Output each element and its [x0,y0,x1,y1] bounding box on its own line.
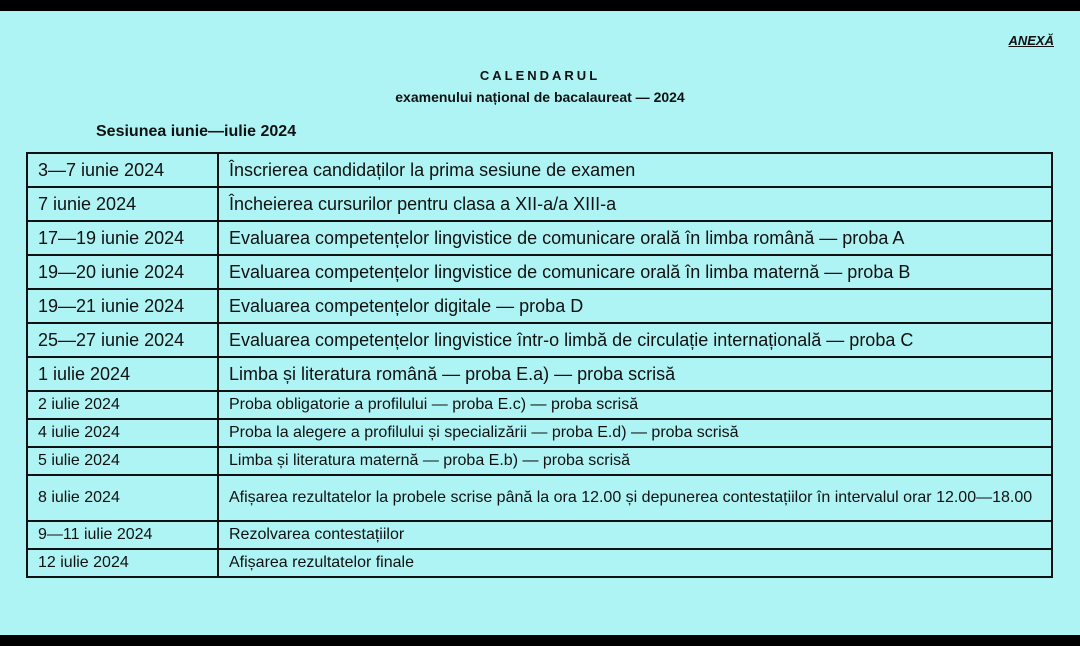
table-row [27,521,1052,549]
table-row [27,391,1052,419]
table-row [27,419,1052,447]
row-date: 19—21 iunie 2024 [27,289,218,323]
row-date: 9—11 iulie 2024 [27,521,218,549]
document-subtitle: examenului național de bacalaureat — 2024 [395,89,685,105]
table-row [27,447,1052,475]
table-row [27,475,1052,521]
row-event: Limba și literatura română — proba E.a) — proba scrisă [218,357,1052,391]
row-event: Înscrierea candidaților la prima sesiune de examen [218,153,1052,187]
row-date: 19—20 iunie 2024 [27,255,218,289]
row-event: Evaluarea competențelor lingvistice într-o limbă de circulație internațională — proba C [218,323,1052,357]
document-title: CALENDARUL [479,68,601,83]
row-event: Afișarea rezultatelor finale [218,549,1052,577]
row-date: 1 iulie 2024 [27,357,218,391]
row-date: 25—27 iunie 2024 [27,323,218,357]
row-date: 7 iunie 2024 [27,187,218,221]
session-heading: Sesiunea iunie—iulie 2024 [96,123,297,140]
row-event: Încheierea cursurilor pentru clasa a XII-a/a XIII-a [218,187,1052,221]
table-row [27,357,1052,391]
calendar-table [26,152,1053,578]
row-event: Rezolvarea contestațiilor [218,521,1052,549]
row-event: Proba la alegere a profilului și specializării — proba E.d) — proba scrisă [218,419,1052,447]
table-row [27,323,1052,357]
row-event: Afișarea rezultatelor la probele scrise până la ora 12.00 și depunerea contestațiilor în intervalul orar 12.00—18.00 [218,475,1052,521]
row-event: Evaluarea competențelor lingvistice de comunicare orală în limba maternă — proba B [218,255,1052,289]
annex-label: ANEXĂ [1008,33,1054,48]
table-row [27,221,1052,255]
row-date: 4 iulie 2024 [27,419,218,447]
row-date: 2 iulie 2024 [27,391,218,419]
row-event: Evaluarea competențelor lingvistice de comunicare orală în limba română — proba A [218,221,1052,255]
table-row [27,289,1052,323]
table-row [27,153,1052,187]
row-event: Proba obligatorie a profilului — proba E.c) — proba scrisă [218,391,1052,419]
row-date: 12 iulie 2024 [27,549,218,577]
row-date: 17—19 iunie 2024 [27,221,218,255]
row-date: 8 iulie 2024 [27,475,218,521]
row-event: Evaluarea competențelor digitale — proba D [218,289,1052,323]
row-date: 3—7 iunie 2024 [27,153,218,187]
table-row [27,549,1052,577]
table-row [27,187,1052,221]
row-date: 5 iulie 2024 [27,447,218,475]
row-event: Limba și literatura maternă — proba E.b) — proba scrisă [218,447,1052,475]
table-row [27,255,1052,289]
